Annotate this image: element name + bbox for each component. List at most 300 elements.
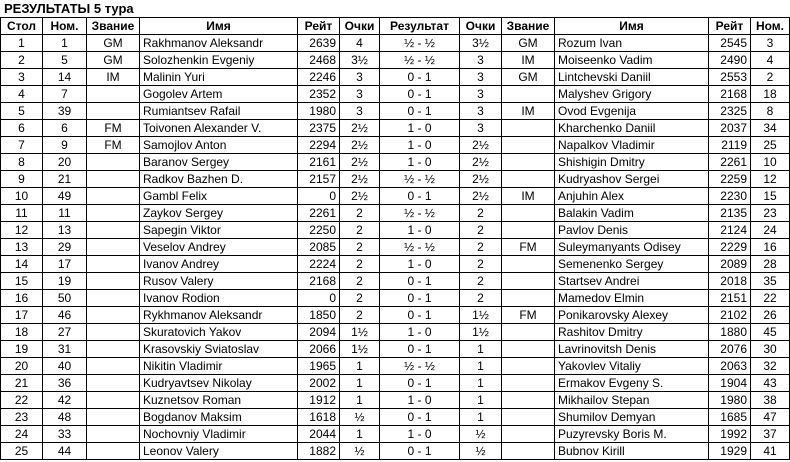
cell-black-start-number: 2 [751, 69, 790, 86]
cell-black-rating: 2119 [709, 137, 751, 154]
cell-black-title: FM [502, 239, 555, 256]
cell-white-rating: 1980 [298, 103, 340, 120]
cell-black-start-number: 18 [751, 86, 790, 103]
cell-black-rating: 1929 [709, 443, 751, 460]
cell-black-start-number: 3 [751, 35, 790, 52]
cell-black-points: 3 [460, 120, 502, 137]
table-row [1, 35, 790, 52]
cell-black-start-number: 32 [751, 358, 790, 375]
cell-black-points: 2 [460, 205, 502, 222]
cell-white-player-name: Rumiantsev Rafail [140, 103, 298, 120]
cell-black-points: 2 [460, 256, 502, 273]
cell-white-rating: 2294 [298, 137, 340, 154]
cell-white-rating: 2261 [298, 205, 340, 222]
cell-black-points: 3½ [460, 35, 502, 52]
cell-black-title: IM [502, 103, 555, 120]
table-row [1, 324, 790, 341]
cell-black-start-number: 30 [751, 341, 790, 358]
table-row [1, 205, 790, 222]
cell-white-start-number: 39 [43, 103, 87, 120]
cell-white-rating: 2168 [298, 273, 340, 290]
cell-white-rating: 2161 [298, 154, 340, 171]
cell-result: 0 - 1 [380, 69, 460, 86]
table-row [1, 188, 790, 205]
cell-black-rating: 2037 [709, 120, 751, 137]
cell-black-points: 2 [460, 290, 502, 307]
cell-black-points: ½ [460, 443, 502, 460]
cell-black-points: 2½ [460, 137, 502, 154]
cell-white-rating: 2352 [298, 86, 340, 103]
cell-black-player-name: Moiseenko Vadim [555, 52, 709, 69]
cell-result: 1 - 0 [380, 222, 460, 239]
cell-white-start-number: 17 [43, 256, 87, 273]
table-row [1, 290, 790, 307]
cell-white-start-number: 40 [43, 358, 87, 375]
cell-white-player-name: Nikitin Vladimir [140, 358, 298, 375]
cell-black-title [502, 409, 555, 426]
cell-white-rating: 2094 [298, 324, 340, 341]
cell-black-player-name: Ponikarovsky Alexey [555, 307, 709, 324]
cell-result: 1 - 0 [380, 324, 460, 341]
cell-black-start-number: 22 [751, 290, 790, 307]
cell-black-title: FM [502, 307, 555, 324]
cell-result: 0 - 1 [380, 341, 460, 358]
cell-white-title [87, 392, 140, 409]
cell-white-start-number: 46 [43, 307, 87, 324]
header-white-table-number: Стол [1, 18, 43, 35]
cell-result: 1 - 0 [380, 392, 460, 409]
cell-white-title: IM [87, 69, 140, 86]
cell-black-player-name: Pavlov Denis [555, 222, 709, 239]
cell-black-start-number: 38 [751, 392, 790, 409]
cell-black-title [502, 324, 555, 341]
cell-black-start-number: 28 [751, 256, 790, 273]
cell-white-player-name: Solozhenkin Evgeniy [140, 52, 298, 69]
cell-white-start-number: 21 [43, 171, 87, 188]
cell-table-number: 6 [1, 120, 43, 137]
cell-black-title [502, 137, 555, 154]
cell-white-title: GM [87, 35, 140, 52]
cell-black-player-name: Rozum Ivan [555, 35, 709, 52]
cell-result: 0 - 1 [380, 86, 460, 103]
cell-black-player-name: Bubnov Kirill [555, 443, 709, 460]
cell-black-rating: 2261 [709, 154, 751, 171]
header-white-title: Звание [87, 18, 140, 35]
cell-black-rating: 1992 [709, 426, 751, 443]
cell-table-number: 25 [1, 443, 43, 460]
cell-black-rating: 2102 [709, 307, 751, 324]
cell-white-start-number: 49 [43, 188, 87, 205]
cell-white-player-name: Sapegin Viktor [140, 222, 298, 239]
cell-white-rating: 2639 [298, 35, 340, 52]
cell-white-player-name: Radkov Bazhen D. [140, 171, 298, 188]
cell-table-number: 10 [1, 188, 43, 205]
header-white-rating: Рейт [298, 18, 340, 35]
cell-white-rating: 1850 [298, 307, 340, 324]
cell-black-rating: 1880 [709, 324, 751, 341]
cell-black-player-name: Kudryashov Sergei [555, 171, 709, 188]
cell-black-start-number: 47 [751, 409, 790, 426]
cell-white-rating: 1912 [298, 392, 340, 409]
cell-table-number: 1 [1, 35, 43, 52]
cell-black-title [502, 443, 555, 460]
cell-table-number: 14 [1, 256, 43, 273]
cell-black-player-name: Shumilov Demyan [555, 409, 709, 426]
cell-table-number: 23 [1, 409, 43, 426]
cell-white-player-name: Gogolev Artem [140, 86, 298, 103]
cell-black-title [502, 154, 555, 171]
cell-table-number: 2 [1, 52, 43, 69]
cell-result: 0 - 1 [380, 273, 460, 290]
cell-white-title [87, 375, 140, 392]
cell-black-title: IM [502, 188, 555, 205]
cell-white-start-number: 11 [43, 205, 87, 222]
table-row [1, 358, 790, 375]
cell-black-start-number: 37 [751, 426, 790, 443]
cell-black-player-name: Semenenko Sergey [555, 256, 709, 273]
cell-white-title [87, 290, 140, 307]
cell-white-start-number: 50 [43, 290, 87, 307]
table-row [1, 120, 790, 137]
cell-black-rating: 2490 [709, 52, 751, 69]
cell-black-title [502, 426, 555, 443]
cell-white-title [87, 256, 140, 273]
cell-white-start-number: 13 [43, 222, 87, 239]
cell-table-number: 7 [1, 137, 43, 154]
cell-white-points: 2½ [340, 137, 380, 154]
cell-white-points: 2½ [340, 171, 380, 188]
cell-black-points: ½ [460, 426, 502, 443]
cell-white-start-number: 48 [43, 409, 87, 426]
cell-black-points: 3 [460, 52, 502, 69]
cell-black-start-number: 15 [751, 188, 790, 205]
cell-black-points: 1 [460, 341, 502, 358]
cell-white-points: 2 [340, 239, 380, 256]
cell-white-points: 1 [340, 426, 380, 443]
cell-result: 0 - 1 [380, 409, 460, 426]
cell-result: 1 - 0 [380, 154, 460, 171]
cell-black-points: 1½ [460, 324, 502, 341]
cell-white-points: 2 [340, 256, 380, 273]
cell-black-rating: 2259 [709, 171, 751, 188]
cell-black-rating: 2018 [709, 273, 751, 290]
cell-black-title: IM [502, 52, 555, 69]
header-white-points: Очки [340, 18, 380, 35]
page-title: РЕЗУЛЬТАТЫ 5 тура [4, 1, 134, 16]
cell-black-title [502, 205, 555, 222]
cell-white-rating: 2250 [298, 222, 340, 239]
cell-black-rating: 2545 [709, 35, 751, 52]
cell-white-title [87, 154, 140, 171]
cell-white-start-number: 14 [43, 69, 87, 86]
cell-table-number: 20 [1, 358, 43, 375]
cell-black-player-name: Balakin Vadim [555, 205, 709, 222]
cell-black-title [502, 392, 555, 409]
cell-result: 0 - 1 [380, 375, 460, 392]
cell-white-points: 3 [340, 103, 380, 120]
table-row [1, 137, 790, 154]
header-black-title: Звание [502, 18, 555, 35]
table-row [1, 69, 790, 86]
cell-white-player-name: Rakhmanov Aleksandr [140, 35, 298, 52]
cell-white-start-number: 7 [43, 86, 87, 103]
cell-black-player-name: Startsev Andrei [555, 273, 709, 290]
header-row [1, 18, 790, 35]
cell-black-rating: 2230 [709, 188, 751, 205]
cell-white-points: 2½ [340, 154, 380, 171]
cell-black-rating: 1980 [709, 392, 751, 409]
cell-black-rating: 2089 [709, 256, 751, 273]
cell-black-player-name: Mikhailov Stepan [555, 392, 709, 409]
cell-white-points: 3 [340, 86, 380, 103]
cell-white-points: 1 [340, 358, 380, 375]
cell-white-points: 4 [340, 35, 380, 52]
cell-white-points: 1½ [340, 324, 380, 341]
cell-white-start-number: 6 [43, 120, 87, 137]
table-row [1, 86, 790, 103]
cell-white-title [87, 171, 140, 188]
cell-white-start-number: 27 [43, 324, 87, 341]
cell-black-rating: 2124 [709, 222, 751, 239]
cell-white-player-name: Veselov Andrey [140, 239, 298, 256]
cell-result: 0 - 1 [380, 290, 460, 307]
cell-white-points: 2 [340, 307, 380, 324]
cell-white-title [87, 273, 140, 290]
header-black-result: Результат [380, 18, 460, 35]
cell-white-player-name: Leonov Valery [140, 443, 298, 460]
cell-black-rating: 2135 [709, 205, 751, 222]
cell-white-title [87, 341, 140, 358]
cell-white-points: 2½ [340, 120, 380, 137]
cell-black-rating: 2076 [709, 341, 751, 358]
cell-white-title [87, 324, 140, 341]
cell-table-number: 4 [1, 86, 43, 103]
cell-white-points: 1½ [340, 341, 380, 358]
cell-black-points: 3 [460, 69, 502, 86]
cell-white-player-name: Ivanov Andrey [140, 256, 298, 273]
cell-black-player-name: Mamedov Elmin [555, 290, 709, 307]
cell-table-number: 13 [1, 239, 43, 256]
table-row [1, 273, 790, 290]
cell-black-points: 2½ [460, 154, 502, 171]
cell-table-number: 22 [1, 392, 43, 409]
cell-white-rating: 2246 [298, 69, 340, 86]
cell-black-points: 1 [460, 409, 502, 426]
cell-result: 1 - 0 [380, 256, 460, 273]
cell-white-start-number: 9 [43, 137, 87, 154]
table-row [1, 409, 790, 426]
cell-white-points: ½ [340, 409, 380, 426]
table-row [1, 341, 790, 358]
cell-white-player-name: Rusov Valery [140, 273, 298, 290]
cell-result: ½ - ½ [380, 205, 460, 222]
cell-table-number: 21 [1, 375, 43, 392]
header-black-rating: Рейт [709, 18, 751, 35]
header-black-start-number: Ном. [751, 18, 790, 35]
cell-black-start-number: 43 [751, 375, 790, 392]
cell-white-title [87, 426, 140, 443]
cell-black-player-name: Malyshev Grigory [555, 86, 709, 103]
cell-white-title [87, 103, 140, 120]
cell-black-title [502, 358, 555, 375]
cell-table-number: 16 [1, 290, 43, 307]
cell-white-points: 2½ [340, 188, 380, 205]
cell-black-points: 3 [460, 86, 502, 103]
cell-black-player-name: Anjuhin Alex [555, 188, 709, 205]
cell-table-number: 17 [1, 307, 43, 324]
cell-black-rating: 2151 [709, 290, 751, 307]
table-row [1, 239, 790, 256]
cell-result: ½ - ½ [380, 239, 460, 256]
cell-white-rating: 2157 [298, 171, 340, 188]
cell-black-rating: 1904 [709, 375, 751, 392]
cell-white-start-number: 42 [43, 392, 87, 409]
cell-black-points: 2½ [460, 171, 502, 188]
table-row [1, 426, 790, 443]
cell-black-points: 1 [460, 375, 502, 392]
cell-white-rating: 1965 [298, 358, 340, 375]
cell-black-start-number: 25 [751, 137, 790, 154]
cell-black-title [502, 273, 555, 290]
cell-white-start-number: 31 [43, 341, 87, 358]
cell-white-player-name: Bogdanov Maksim [140, 409, 298, 426]
header-black-player-name: Имя [555, 18, 709, 35]
cell-black-start-number: 4 [751, 52, 790, 69]
cell-result: 1 - 0 [380, 426, 460, 443]
cell-white-title [87, 307, 140, 324]
cell-table-number: 11 [1, 205, 43, 222]
cell-black-title: GM [502, 35, 555, 52]
table-row [1, 307, 790, 324]
cell-white-start-number: 1 [43, 35, 87, 52]
table-row [1, 222, 790, 239]
table-row [1, 375, 790, 392]
cell-result: 1 - 0 [380, 120, 460, 137]
cell-black-title [502, 375, 555, 392]
cell-white-title: FM [87, 137, 140, 154]
cell-black-start-number: 35 [751, 273, 790, 290]
cell-white-player-name: Ivanov Rodion [140, 290, 298, 307]
cell-black-points: 2 [460, 222, 502, 239]
cell-result: ½ - ½ [380, 52, 460, 69]
cell-black-title [502, 86, 555, 103]
cell-white-points: 1 [340, 375, 380, 392]
cell-table-number: 3 [1, 69, 43, 86]
cell-black-title [502, 171, 555, 188]
cell-black-points: 2½ [460, 188, 502, 205]
cell-black-title [502, 290, 555, 307]
cell-white-title: FM [87, 120, 140, 137]
cell-black-start-number: 12 [751, 171, 790, 188]
cell-black-start-number: 41 [751, 443, 790, 460]
cell-white-title [87, 205, 140, 222]
table-row [1, 443, 790, 460]
header-white-start-number: Ном. [43, 18, 87, 35]
cell-white-title [87, 358, 140, 375]
cell-black-start-number: 34 [751, 120, 790, 137]
cell-white-rating: 1618 [298, 409, 340, 426]
cell-white-player-name: Toivonen Alexander V. [140, 120, 298, 137]
cell-white-player-name: Nochovniy Vladimir [140, 426, 298, 443]
cell-black-title [502, 222, 555, 239]
header-black-points: Очки [460, 18, 502, 35]
cell-white-rating: 2066 [298, 341, 340, 358]
cell-black-title [502, 341, 555, 358]
cell-result: ½ - ½ [380, 358, 460, 375]
cell-white-title [87, 239, 140, 256]
cell-black-player-name: Lintchevski Daniil [555, 69, 709, 86]
cell-white-start-number: 5 [43, 52, 87, 69]
cell-black-player-name: Lavrinovitsh Denis [555, 341, 709, 358]
cell-table-number: 9 [1, 171, 43, 188]
cell-white-rating: 2224 [298, 256, 340, 273]
cell-table-number: 15 [1, 273, 43, 290]
cell-white-title [87, 86, 140, 103]
cell-white-player-name: Krasovskiy Sviatoslav [140, 341, 298, 358]
cell-white-player-name: Skuratovich Yakov [140, 324, 298, 341]
cell-black-start-number: 24 [751, 222, 790, 239]
cell-white-rating: 2085 [298, 239, 340, 256]
results-table [0, 17, 790, 460]
cell-white-points: ½ [340, 443, 380, 460]
cell-black-player-name: Ermakov Evgeny S. [555, 375, 709, 392]
cell-result: 0 - 1 [380, 443, 460, 460]
cell-black-start-number: 45 [751, 324, 790, 341]
cell-white-player-name: Kudryavtsev Nikolay [140, 375, 298, 392]
cell-white-points: 2 [340, 273, 380, 290]
cell-black-player-name: Ovod Evgenija [555, 103, 709, 120]
cell-black-title [502, 120, 555, 137]
cell-table-number: 12 [1, 222, 43, 239]
cell-white-player-name: Baranov Sergey [140, 154, 298, 171]
cell-black-points: 1½ [460, 307, 502, 324]
cell-white-points: 2 [340, 205, 380, 222]
cell-black-points: 3 [460, 103, 502, 120]
cell-white-start-number: 33 [43, 426, 87, 443]
cell-white-start-number: 44 [43, 443, 87, 460]
cell-white-player-name: Samojlov Anton [140, 137, 298, 154]
cell-white-player-name: Zaykov Sergey [140, 205, 298, 222]
cell-black-points: 1 [460, 392, 502, 409]
cell-white-rating: 0 [298, 290, 340, 307]
cell-white-player-name: Kuznetsov Roman [140, 392, 298, 409]
cell-black-title [502, 256, 555, 273]
cell-white-start-number: 36 [43, 375, 87, 392]
cell-black-player-name: Napalkov Vladimir [555, 137, 709, 154]
cell-table-number: 18 [1, 324, 43, 341]
cell-black-rating: 2553 [709, 69, 751, 86]
cell-white-title [87, 188, 140, 205]
cell-black-player-name: Puzyrevsky Boris M. [555, 426, 709, 443]
cell-table-number: 5 [1, 103, 43, 120]
cell-black-points: 2 [460, 239, 502, 256]
cell-black-rating: 2063 [709, 358, 751, 375]
cell-white-points: 1 [340, 392, 380, 409]
cell-white-start-number: 19 [43, 273, 87, 290]
cell-black-rating: 2229 [709, 239, 751, 256]
cell-black-rating: 2325 [709, 103, 751, 120]
cell-black-rating: 2168 [709, 86, 751, 103]
cell-result: 1 - 0 [380, 137, 460, 154]
cell-white-player-name: Gambl Felix [140, 188, 298, 205]
cell-white-start-number: 20 [43, 154, 87, 171]
cell-black-player-name: Kharchenko Daniil [555, 120, 709, 137]
cell-black-points: 1 [460, 358, 502, 375]
table-row [1, 171, 790, 188]
cell-table-number: 19 [1, 341, 43, 358]
table-row [1, 52, 790, 69]
cell-white-rating: 0 [298, 188, 340, 205]
